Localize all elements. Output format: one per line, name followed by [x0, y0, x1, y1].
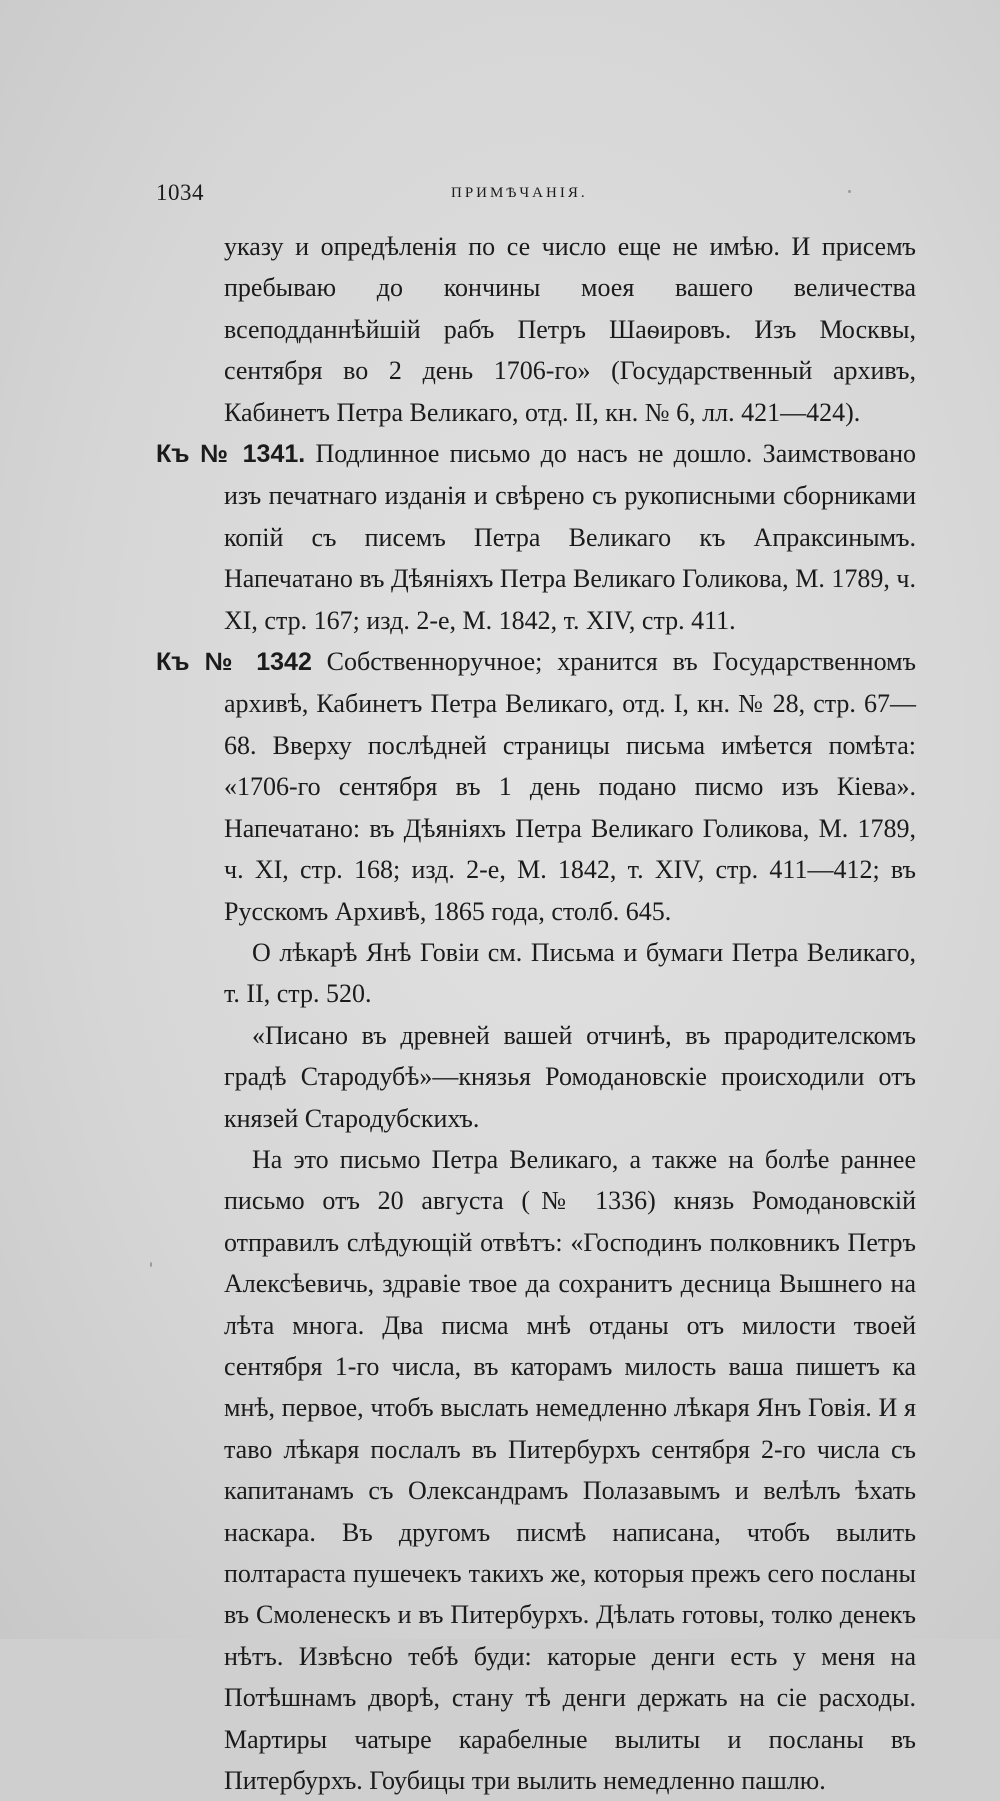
page-number: 1034 — [156, 180, 204, 205]
note-1341 — [156, 433, 916, 641]
note-label: Къ № 1342 — [156, 648, 312, 677]
paragraph-starodub: «Писано въ древней вашей отчинѣ, въ прародителскомъ градѣ Стародубѣ»—князья Ромодановскіе происходили отъ князей Стародубскихъ. — [224, 1020, 916, 1133]
note-text: Собственноручное; хранится въ Государственномъ архивѣ, Кабинетъ Петра Великаго, отд. I, кн. № 28, стр. 67—68. Вверху послѣдней страницы письма имѣется помѣта: «1706-го сентября въ 1 день подано писмо изъ Кіева». Напечатано: въ Дѣяніяхъ Петра Великаго Голикова, М. 1789, ч. XI, стр. 168; изд. 2-е, М. 1842, т. XIV, стр. 411—412; въ Русскомъ Архивѣ, 1865 года, столб. 645. — [224, 647, 916, 926]
paragraph-reply-letter: На это письмо Петра Великаго, а также на болѣе раннее письмо отъ 20 августа (№ 1336) князь Ромодановскій отправилъ слѣдующій отвѣтъ: «Господинъ полковникъ Петръ Алексѣевичь, здравіе твое да сохранитъ десница Вышнего на лѣта многа. Два писма мнѣ отданы отъ милости твоей сентября 1-го числа, въ каторамъ милость ваша пишетъ ка мнѣ, первое, чтобъ выслать немедленно лѣкаря Янъ Говія. И я таво лѣкаря послалъ въ Питербурхъ сентября 2-го числа съ капитанамъ съ Олександрамъ Полазавымъ и велѣлъ ѣхать наскара. Въ другомъ писмѣ написана, чтобъ вылить полтараста пушечекъ такихъ же, которыя прежъ сего посланы въ Смоленескъ и въ Питербурхъ. Дѣлать готовы, толко денекъ нѣтъ. Извѣсно тебѣ буди: каторые денги есть у меня на Потѣшнамъ дворѣ, стану тѣ денги держать на сіе расходы. Мартиры чатыре карабелные вылиты и посланы въ Питербурхъ. Гоубицы три вылить немедленно пашлю. — [224, 1144, 916, 1796]
note-text: Подлинное письмо до насъ не дошло. Заимствовано изъ печатнаго изданія и свѣрено съ рукописными сборниками копій съ писемъ Петра Великаго къ Апраксинымъ. Напечатано въ Дѣяніяхъ Петра Великаго Голикова, М. 1789, ч. XI, стр. 167; изд. 2-е, М. 1842, т. XIV, стр. 411. — [224, 439, 917, 635]
running-title: ПРИМѢЧАНІЯ. — [451, 185, 588, 201]
page-header — [156, 176, 936, 216]
paper-speck — [150, 1262, 152, 1267]
continued-paragraph: указу и опредѣленія по се число еще не имѣю. И присемъ пребываю до кончины моея вашего величества всеподданнѣйшій рабъ Петръ Шаѳировъ. Изъ Москвы, сентября во 2 день 1706-го» (Государственный архивъ, Кабинетъ Петра Великаго, отд. II, кн. № 6, лл. 421—424). — [224, 232, 916, 427]
notes-body — [156, 226, 916, 1801]
paragraph-lekar: О лѣкарѣ Янѣ Говіи см. Письма и бумаги Петра Великаго, т. II, стр. 520. — [224, 937, 916, 1009]
note-1342 — [156, 641, 916, 932]
note-label: Къ № 1341. — [156, 440, 306, 469]
